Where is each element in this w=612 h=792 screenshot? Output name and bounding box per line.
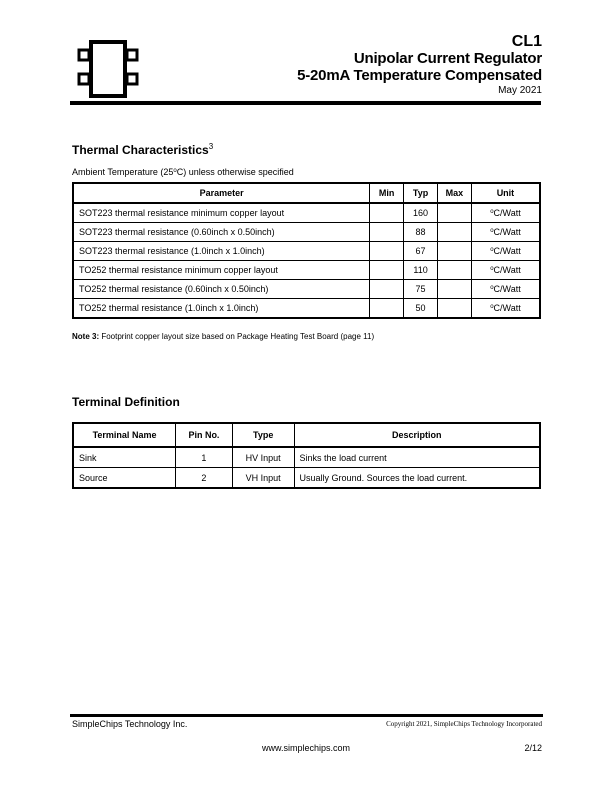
col-header-terminal-name: Terminal Name: [73, 423, 176, 447]
cell-max: [437, 242, 471, 261]
unit-text: C/Watt: [493, 227, 521, 237]
cell-min: [370, 242, 404, 261]
cell-typ: 110: [404, 261, 438, 280]
col-header-pin-no: Pin No.: [176, 423, 233, 447]
header-divider: [70, 101, 541, 105]
unit-text: C/Watt: [493, 303, 521, 313]
thermal-caption: [72, 167, 294, 177]
cell-description: Usually Ground. Sources the load current.: [294, 468, 540, 489]
cell-type: VH Input: [232, 468, 294, 489]
cell-unit: [471, 261, 540, 280]
unit-degree: o: [490, 266, 494, 272]
unit-degree: o: [490, 285, 494, 291]
cell-typ: 88: [404, 223, 438, 242]
cell-min: [370, 280, 404, 299]
cell-pin: 1: [176, 447, 233, 468]
cell-unit: [471, 299, 540, 319]
cell-typ: 50: [404, 299, 438, 319]
cell-terminal-name: Source: [73, 468, 176, 489]
cell-max: [437, 280, 471, 299]
col-header-typ: Typ: [404, 183, 438, 203]
terminal-header-row: [73, 423, 540, 447]
cell-terminal-name: Sink: [73, 447, 176, 468]
col-header-unit: Unit: [471, 183, 540, 203]
document-header: [297, 33, 542, 97]
col-header-type: Type: [232, 423, 294, 447]
cell-unit: [471, 242, 540, 261]
thermal-footnote-ref: 3: [208, 142, 214, 151]
footnote-3: [72, 332, 374, 341]
thermal-header-row: [73, 183, 540, 203]
title-line-1: Unipolar Current Regulator: [353, 50, 542, 67]
cell-min: [370, 261, 404, 280]
note-text: Footprint copper layout size based on Package Heating Test Board (page 11): [99, 332, 375, 341]
thermal-section-title: [72, 143, 213, 157]
part-number: CL1: [511, 33, 542, 50]
cell-typ: 67: [404, 242, 438, 261]
chip-logo-icon: [77, 40, 139, 98]
unit-text: C/Watt: [493, 265, 521, 275]
caption-degree: o: [173, 168, 177, 174]
unit-degree: o: [490, 228, 494, 234]
caption-prefix: Ambient Temperature (25: [72, 167, 174, 177]
cell-parameter: SOT223 thermal resistance (0.60inch x 0.50inch): [73, 223, 370, 242]
footer-divider: [70, 714, 543, 717]
thermal-table: [72, 182, 541, 319]
cell-max: [437, 223, 471, 242]
cell-parameter: SOT223 thermal resistance (1.0inch x 1.0inch): [73, 242, 370, 261]
unit-degree: o: [490, 304, 494, 310]
unit-degree: o: [490, 247, 494, 253]
caption-suffix: C) unless otherwise specified: [176, 167, 294, 177]
table-row: [73, 223, 540, 242]
thermal-title-text: Thermal Characteristics: [72, 143, 209, 157]
cell-unit: [471, 203, 540, 223]
table-row: [73, 468, 540, 489]
col-header-min: Min: [370, 183, 404, 203]
cell-parameter: TO252 thermal resistance (1.0inch x 1.0inch): [73, 299, 370, 319]
cell-description: Sinks the load current: [294, 447, 540, 468]
page-number: 2/12: [524, 743, 542, 753]
unit-text: C/Watt: [493, 208, 521, 218]
cell-min: [370, 299, 404, 319]
col-header-max: Max: [437, 183, 471, 203]
table-row: [73, 261, 540, 280]
col-header-parameter: Parameter: [73, 183, 370, 203]
title-line-2: 5-20mA Temperature Compensated: [297, 67, 542, 84]
table-row: [73, 299, 540, 319]
cell-unit: [471, 280, 540, 299]
terminal-section-title: Terminal Definition: [72, 395, 180, 409]
unit-degree: o: [490, 209, 494, 215]
table-row: [73, 447, 540, 468]
cell-max: [437, 299, 471, 319]
cell-max: [437, 261, 471, 280]
table-row: [73, 203, 540, 223]
terminal-table: [72, 422, 541, 489]
cell-pin: 2: [176, 468, 233, 489]
cell-min: [370, 223, 404, 242]
cell-min: [370, 203, 404, 223]
note-label: Note 3:: [72, 332, 100, 341]
cell-parameter: TO252 thermal resistance (0.60inch x 0.50inch): [73, 280, 370, 299]
cell-typ: 75: [404, 280, 438, 299]
cell-unit: [471, 223, 540, 242]
footer-url: www.simplechips.com: [261, 743, 351, 753]
footer-company: SimpleChips Technology Inc.: [72, 719, 188, 729]
document-date: May 2021: [498, 85, 542, 96]
unit-text: C/Watt: [493, 246, 521, 256]
cell-type: HV Input: [232, 447, 294, 468]
footer-copyright: Copyright 2021, SimpleChips Technology Incorporated: [386, 720, 542, 728]
cell-parameter: SOT223 thermal resistance minimum copper layout: [73, 203, 370, 223]
col-header-description: Description: [294, 423, 540, 447]
cell-parameter: TO252 thermal resistance minimum copper layout: [73, 261, 370, 280]
unit-text: C/Watt: [493, 284, 521, 294]
table-row: [73, 280, 540, 299]
table-row: [73, 242, 540, 261]
cell-typ: 160: [404, 203, 438, 223]
cell-max: [437, 203, 471, 223]
